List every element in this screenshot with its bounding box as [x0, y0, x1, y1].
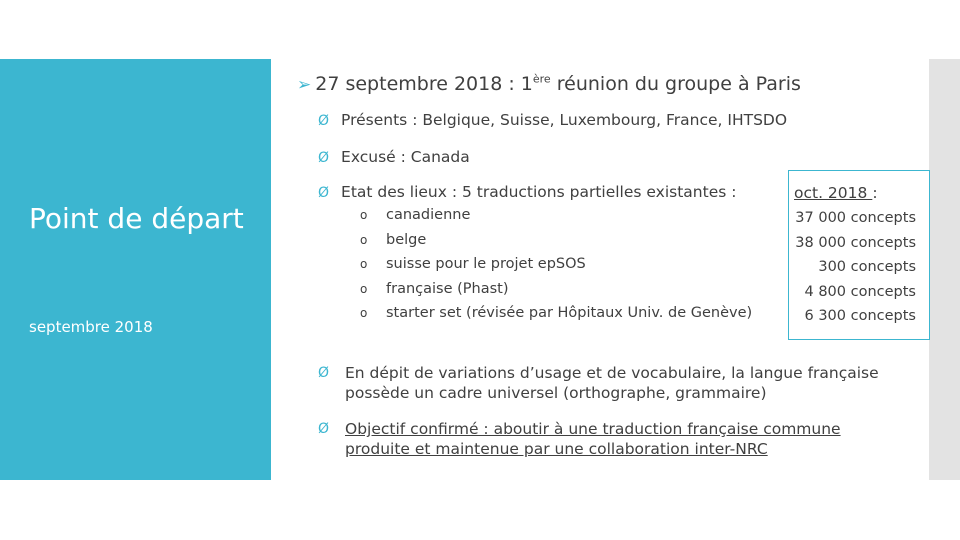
- bullet-presents: [318, 110, 787, 131]
- translation-label: starter set (révisée par Hôpitaux Univ. de Genève): [386, 305, 753, 321]
- bullet-depit: [318, 363, 908, 403]
- list-item: [360, 205, 760, 230]
- circle-bullet-icon: o: [360, 281, 368, 296]
- circle-bullet-icon: o: [360, 232, 368, 247]
- translation-label: canadienne: [386, 207, 471, 223]
- counts-header: [794, 183, 878, 203]
- circle-bullet-icon: o: [360, 208, 368, 222]
- translation-label: française (Phast): [386, 280, 509, 297]
- counts-date: oct. 2018: [794, 184, 873, 202]
- bullet-objectif: [318, 419, 908, 459]
- concept-counts-box: [788, 170, 930, 340]
- list-item: [360, 254, 760, 279]
- bullet-excuse: [318, 147, 470, 168]
- section-panel: [0, 59, 271, 480]
- concept-count: 300 concepts: [818, 259, 916, 275]
- arrow-bullet-icon: Ø: [318, 365, 330, 381]
- depit-text: En dépit de variations d’usage et de vocabulaire, la langue française possède un cadre universel (orthographe, grammaire): [345, 364, 879, 402]
- list-item: [360, 230, 760, 255]
- right-accent-bar: [929, 59, 960, 480]
- excuse-text: Excusé : Canada: [341, 148, 470, 166]
- list-item: [360, 303, 760, 328]
- concept-count: 4 800 concepts: [804, 283, 916, 300]
- translation-label: belge: [386, 231, 427, 248]
- heading-superscript: ère: [532, 72, 551, 86]
- translations-list: [360, 205, 760, 328]
- bullet-etat: [318, 182, 736, 203]
- counts-list: [795, 206, 916, 329]
- arrow-bullet-icon: Ø: [318, 113, 330, 129]
- section-subtitle: septembre 2018: [29, 318, 153, 336]
- concept-count: 37 000 concepts: [795, 210, 916, 226]
- circle-bullet-icon: o: [360, 306, 368, 320]
- slide-heading: [297, 70, 801, 99]
- heading-text-start: 27 septembre 2018 : 1: [315, 73, 533, 95]
- arrow-bullet-icon: Ø: [318, 150, 330, 166]
- etat-text: Etat des lieux : 5 traductions partielles existantes :: [341, 183, 737, 201]
- counts-colon: :: [872, 184, 878, 202]
- objectif-text: Objectif confirmé : aboutir à une traduction française commune produite et maintenue par une collaboration inter-NRC: [345, 420, 841, 458]
- concept-count: 38 000 concepts: [795, 234, 916, 251]
- heading-bullet-icon: ➢: [297, 75, 312, 95]
- heading-text-end: réunion du groupe à Paris: [550, 73, 801, 95]
- circle-bullet-icon: o: [360, 257, 368, 271]
- section-title: Point de départ: [29, 202, 244, 235]
- presents-text: Présents : Belgique, Suisse, Luxembourg, France, IHTSDO: [341, 111, 788, 129]
- concept-count: 6 300 concepts: [804, 308, 916, 324]
- list-item: [360, 279, 760, 304]
- translation-label: suisse pour le projet epSOS: [386, 256, 586, 272]
- arrow-bullet-icon: Ø: [318, 185, 330, 201]
- arrow-bullet-icon: Ø: [318, 421, 330, 437]
